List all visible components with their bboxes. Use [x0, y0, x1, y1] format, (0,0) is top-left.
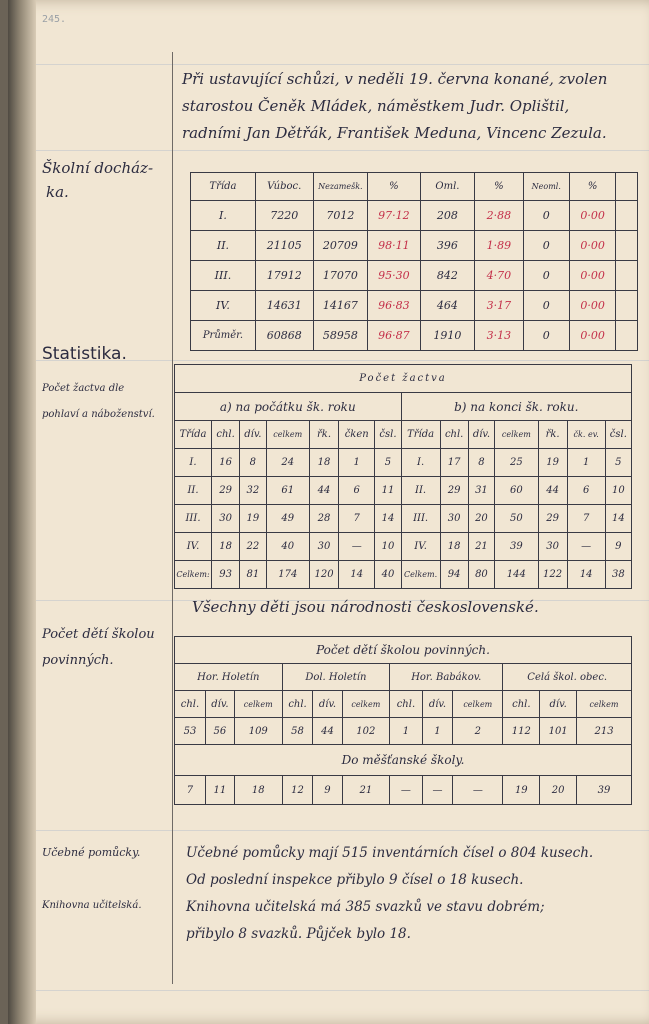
cell: 44 [538, 477, 567, 505]
ruled-line [36, 990, 649, 991]
cell: Celkem: [175, 561, 212, 589]
cell: 20709 [313, 231, 368, 261]
cell: 3·17 [475, 291, 523, 321]
pupils-title: Počet žactva [175, 365, 632, 393]
compulsory-subtitle: Do měšťanské školy. [175, 745, 632, 776]
cell: 39 [495, 533, 538, 561]
pupils-header-row [175, 421, 632, 449]
cell: 396 [420, 231, 475, 261]
header-cell: chl. [212, 421, 240, 449]
margin-line [172, 52, 173, 984]
header-cell: Oml. [420, 173, 475, 201]
sidebar-pocet-zactva-line2: pohlaví a náboženství. [42, 409, 155, 420]
header-cell: čsl. [605, 421, 631, 449]
sidebar-ucebne: Učebné pomůcky. [42, 846, 141, 859]
cell: 842 [420, 261, 475, 291]
nationality-note: Všechny děti jsou národnosti československé. [192, 598, 539, 616]
header-cell: chl. [282, 691, 313, 718]
cell: 7 [339, 505, 375, 533]
cell: 31 [468, 477, 494, 505]
attendance-row [191, 201, 638, 231]
cell: 93 [212, 561, 240, 589]
cell: 29 [538, 505, 567, 533]
header-cell: celkem [234, 691, 282, 718]
header-cell: dív. [205, 691, 234, 718]
cell: 122 [538, 561, 567, 589]
header-cell: chl. [440, 421, 468, 449]
cell: 14 [605, 505, 631, 533]
cell: 94 [440, 561, 468, 589]
cell: 144 [495, 561, 538, 589]
cell: 14631 [255, 291, 313, 321]
cell: 49 [266, 505, 309, 533]
cell: 6 [339, 477, 375, 505]
cell: 29 [212, 477, 240, 505]
cell: IV. [191, 291, 256, 321]
cell: 39 [577, 776, 632, 805]
cell: 14 [567, 561, 605, 589]
intro-line-2: starostou Čeněk Mládek, náměstkem Judr. Oplištil, [182, 97, 570, 115]
closing-line-4: přibylo 8 svazků. Půjček bylo 18. [186, 926, 411, 942]
closing-line-2: Od poslední inspekce přibylo 9 čísel o 18 kusech. [186, 872, 524, 888]
cell: 20 [468, 505, 494, 533]
cell: 44 [309, 477, 338, 505]
cell: 102 [342, 718, 390, 745]
cell: 0 [523, 231, 569, 261]
attendance-table [190, 172, 638, 351]
ruled-line [36, 830, 649, 831]
header-cell: řk. [309, 421, 338, 449]
cell: I. [175, 449, 212, 477]
compulsory-subtitle-row [175, 745, 632, 776]
cell: 32 [240, 477, 266, 505]
header-cell: Nezamešk. [313, 173, 368, 201]
cell: 95·30 [368, 261, 421, 291]
pupils-title-row [175, 365, 632, 393]
header-cell: celkem [342, 691, 390, 718]
cell: 4·70 [475, 261, 523, 291]
group-cell: Hor. Babákov. [390, 664, 503, 691]
cell: 29 [440, 477, 468, 505]
cell: Celkem. [401, 561, 440, 589]
cell: 56 [205, 718, 234, 745]
cell: 81 [240, 561, 266, 589]
header-cell: Třída [191, 173, 256, 201]
header-cell: čken [339, 421, 375, 449]
cell: — [453, 776, 503, 805]
cell: 21 [342, 776, 390, 805]
cell: 14 [375, 505, 401, 533]
pupils-row-total [175, 561, 632, 589]
cell: II. [175, 477, 212, 505]
cell: 21 [468, 533, 494, 561]
group-cell: Hor. Holetín [175, 664, 283, 691]
cell: 96·83 [368, 291, 421, 321]
header-cell: chl. [175, 691, 206, 718]
cell: 7 [175, 776, 206, 805]
cell: 1 [339, 449, 375, 477]
header-cell: Třída [175, 421, 212, 449]
pupils-table [174, 364, 632, 589]
cell: 7220 [255, 201, 313, 231]
cell: 9 [313, 776, 342, 805]
cell: 1 [390, 718, 423, 745]
cell: 14 [339, 561, 375, 589]
sidebar-pocet-deti-line2: povinných. [42, 653, 114, 668]
cell: II. [401, 477, 440, 505]
cell: 60868 [255, 321, 313, 351]
header-cell: řk. [538, 421, 567, 449]
cell: 11 [375, 477, 401, 505]
compulsory-header-row [175, 691, 632, 718]
cell: 38 [605, 561, 631, 589]
pupils-row [175, 449, 632, 477]
cell: 174 [266, 561, 309, 589]
sidebar-pocet-zactva-line1: Počet žactva dle [42, 383, 125, 394]
cell: 3·13 [475, 321, 523, 351]
header-cell: dív. [468, 421, 494, 449]
cell: 17912 [255, 261, 313, 291]
cell [616, 291, 638, 321]
cell [616, 201, 638, 231]
ruled-line [36, 64, 649, 65]
ledger-page [8, 0, 649, 1024]
cell: 464 [420, 291, 475, 321]
header-cell: chl. [503, 691, 540, 718]
cell: 0 [523, 291, 569, 321]
cell: 61 [266, 477, 309, 505]
attendance-row [191, 231, 638, 261]
cell: 10 [605, 477, 631, 505]
cell: 7 [567, 505, 605, 533]
cell: 8 [240, 449, 266, 477]
cell: — [339, 533, 375, 561]
cell: 40 [266, 533, 309, 561]
cell: 0·00 [569, 321, 615, 351]
cell: 2·88 [475, 201, 523, 231]
cell: 58958 [313, 321, 368, 351]
cell: 2 [453, 718, 503, 745]
sidebar-pocet-zactva [42, 376, 155, 428]
cell: 101 [540, 718, 577, 745]
pupils-section-b: b) na konci šk. roku. [401, 393, 631, 421]
header-cell [616, 173, 638, 201]
cell: 30 [212, 505, 240, 533]
compulsory-values2-row [175, 776, 632, 805]
cell: IV. [175, 533, 212, 561]
cell: 9 [605, 533, 631, 561]
header-cell: Vúboc. [255, 173, 313, 201]
cell: 120 [309, 561, 338, 589]
cell: 60 [495, 477, 538, 505]
sidebar-dochazka [42, 156, 153, 204]
cell: 1 [567, 449, 605, 477]
cell: I. [401, 449, 440, 477]
intro-line-3: radními Jan Dětřák, František Meduna, Vincenc Zezula. [182, 124, 607, 142]
cell: 1·89 [475, 231, 523, 261]
group-cell: Dol. Holetín [282, 664, 390, 691]
cell: 14167 [313, 291, 368, 321]
cell: 0 [523, 321, 569, 351]
header-cell: % [368, 173, 421, 201]
sidebar-pocet-deti-line1: Počet dětí školou [42, 627, 155, 642]
cell: III. [175, 505, 212, 533]
header-cell: celkem [266, 421, 309, 449]
cell: 98·11 [368, 231, 421, 261]
cell: 97·12 [368, 201, 421, 231]
pupils-row [175, 477, 632, 505]
compulsory-title-row [175, 637, 632, 664]
cell: 7012 [313, 201, 368, 231]
cell: 58 [282, 718, 313, 745]
cell: 6 [567, 477, 605, 505]
cell: 50 [495, 505, 538, 533]
intro-line-1: Při ustavující schůzi, v neděli 19. června konané, zvolen [182, 70, 608, 88]
pupils-row [175, 505, 632, 533]
compulsory-values-row [175, 718, 632, 745]
header-cell: dív. [240, 421, 266, 449]
cell: — [422, 776, 453, 805]
closing-paragraph [186, 840, 593, 948]
cell: III. [401, 505, 440, 533]
cell [616, 231, 638, 261]
compulsory-group-row [175, 664, 632, 691]
cell: 1910 [420, 321, 475, 351]
cell: 213 [577, 718, 632, 745]
cell: 5 [605, 449, 631, 477]
header-cell: chl. [390, 691, 423, 718]
ruled-line [36, 150, 649, 151]
cell: I. [191, 201, 256, 231]
cell: 1 [422, 718, 453, 745]
header-cell: celkem [577, 691, 632, 718]
cell: 18 [440, 533, 468, 561]
cell: 30 [440, 505, 468, 533]
cell: 19 [503, 776, 540, 805]
sidebar-statistika: Statistika. [42, 344, 127, 364]
attendance-row-average [191, 321, 638, 351]
closing-line-1: Učebné pomůcky mají 515 inventárních čísel o 804 kusech. [186, 845, 594, 861]
header-cell: Neoml. [523, 173, 569, 201]
cell: 0·00 [569, 231, 615, 261]
page-number: 245. [42, 14, 67, 25]
compulsory-table [174, 636, 632, 805]
header-cell: čsl. [375, 421, 401, 449]
cell: — [390, 776, 423, 805]
cell: 17 [440, 449, 468, 477]
cell: 12 [282, 776, 313, 805]
header-cell: % [569, 173, 615, 201]
cell: 208 [420, 201, 475, 231]
cell: 25 [495, 449, 538, 477]
cell: 11 [205, 776, 234, 805]
attendance-row [191, 261, 638, 291]
sidebar-knihovna: Knihovna učitelská. [42, 900, 142, 911]
cell: 30 [309, 533, 338, 561]
header-cell: % [475, 173, 523, 201]
cell: 10 [375, 533, 401, 561]
closing-line-3: Knihovna učitelská má 385 svazků ve stavu dobrém; [186, 899, 545, 915]
compulsory-title: Počet dětí školou povinných. [175, 637, 632, 664]
ruled-line [36, 360, 649, 361]
cell: 44 [313, 718, 342, 745]
cell: 5 [375, 449, 401, 477]
cell: 28 [309, 505, 338, 533]
cell: 53 [175, 718, 206, 745]
cell: 0·00 [569, 261, 615, 291]
cell: 30 [538, 533, 567, 561]
cell: 8 [468, 449, 494, 477]
cell: 0·00 [569, 201, 615, 231]
pupils-section-row [175, 393, 632, 421]
pupils-row [175, 533, 632, 561]
cell: 19 [240, 505, 266, 533]
cell: 18 [309, 449, 338, 477]
group-cell: Celá škol. obec. [503, 664, 632, 691]
cell: Průměr. [191, 321, 256, 351]
header-cell: celkem [453, 691, 503, 718]
cell: 80 [468, 561, 494, 589]
header-cell: dív. [313, 691, 342, 718]
book-spine [8, 0, 36, 1024]
attendance-row [191, 291, 638, 321]
cell: 109 [234, 718, 282, 745]
attendance-header-row [191, 173, 638, 201]
cell: 19 [538, 449, 567, 477]
cell: 24 [266, 449, 309, 477]
cell: 96·87 [368, 321, 421, 351]
cell [616, 261, 638, 291]
sidebar-dochazka-line1: Školní docház- [42, 159, 154, 177]
sidebar-dochazka-line2: ka. [46, 183, 69, 201]
cell: 40 [375, 561, 401, 589]
sidebar-pocet-deti [42, 622, 155, 674]
cell: II. [191, 231, 256, 261]
header-cell: dív. [540, 691, 577, 718]
cell [616, 321, 638, 351]
cell: 112 [503, 718, 540, 745]
pupils-section-a: a) na počátku šk. roku [175, 393, 402, 421]
cell: 0 [523, 261, 569, 291]
cell: 16 [212, 449, 240, 477]
cell: 0 [523, 201, 569, 231]
header-cell: celkem [495, 421, 538, 449]
cell: 20 [540, 776, 577, 805]
cell: 18 [212, 533, 240, 561]
cell: 21105 [255, 231, 313, 261]
cell: IV. [401, 533, 440, 561]
intro-paragraph [182, 66, 607, 147]
header-cell: dív. [422, 691, 453, 718]
header-cell: čk. ev. [567, 421, 605, 449]
cell: 22 [240, 533, 266, 561]
cell: — [567, 533, 605, 561]
cell: III. [191, 261, 256, 291]
cell: 0·00 [569, 291, 615, 321]
cell: 18 [234, 776, 282, 805]
cell: 17070 [313, 261, 368, 291]
header-cell: Třída [401, 421, 440, 449]
